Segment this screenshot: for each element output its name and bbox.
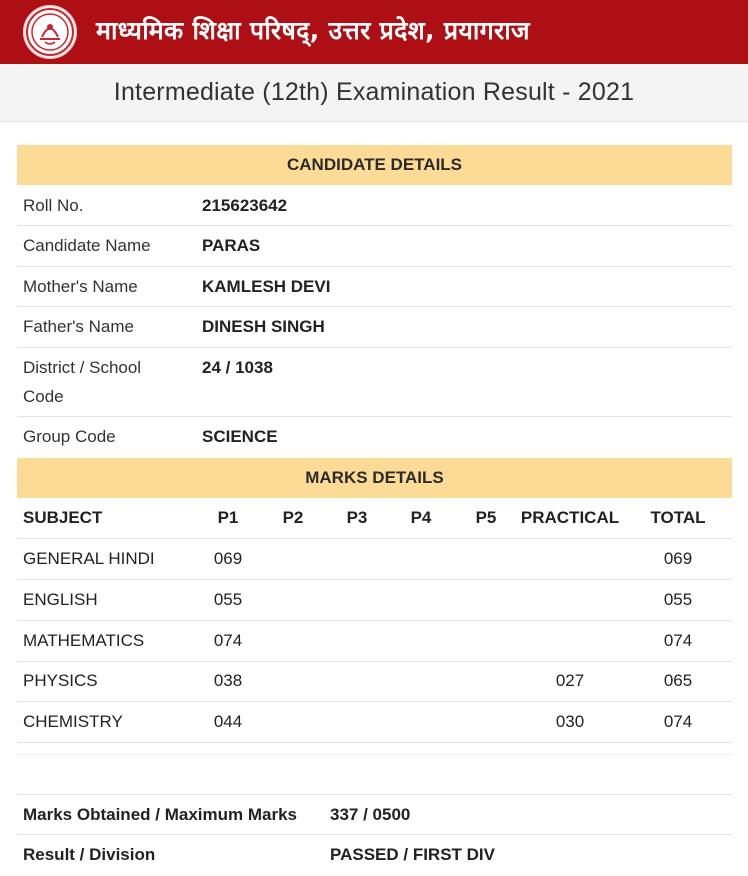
subject-cell: MATHEMATICS [23, 631, 145, 650]
table-spacer-row [17, 743, 732, 755]
col-subject-header: SUBJECT [23, 508, 103, 527]
practical-cell: 030 [555, 712, 585, 731]
candidate-name-value: PARAS [202, 236, 261, 255]
p4-cell [406, 539, 436, 579]
p3-cell [342, 621, 372, 661]
subject-cell: ENGLISH [23, 590, 98, 609]
p1-cell: 069 [213, 549, 243, 568]
candidate-details-heading: CANDIDATE DETAILS [17, 145, 732, 185]
father-name-value: DINESH SINGH [202, 317, 325, 336]
district-value: 24 / 1038 [202, 358, 273, 377]
col-p2-header: P2 [282, 508, 304, 527]
p5-cell [471, 702, 501, 742]
table-row [17, 539, 732, 580]
practical-cell [520, 621, 620, 661]
mother-name-row [17, 267, 732, 307]
p3-cell [342, 661, 372, 701]
p4-cell [406, 702, 436, 742]
district-label-line2: Code [23, 387, 64, 406]
practical-cell [520, 539, 620, 579]
col-p3-header: P3 [346, 508, 368, 527]
total-cell: 074 [663, 712, 693, 731]
p5-cell [471, 539, 501, 579]
result-division-label: Result / Division [23, 845, 156, 864]
group-code-row [17, 417, 732, 457]
p5-cell [471, 661, 501, 701]
subject-cell: CHEMISTRY [23, 712, 123, 731]
district-label-line1: District / School [23, 358, 142, 377]
p1-cell: 044 [213, 712, 243, 731]
roll-row [17, 186, 732, 226]
marks-obtained-label: Marks Obtained / Maximum Marks [23, 805, 297, 824]
mother-name-value: KAMLESH DEVI [202, 277, 331, 296]
marks-obtained-row [17, 794, 732, 835]
table-row [17, 621, 732, 662]
group-code-label: Group Code [23, 427, 116, 446]
table-row [17, 580, 732, 621]
p3-cell [342, 580, 372, 620]
subject-cell: GENERAL HINDI [23, 549, 155, 568]
total-cell: 055 [663, 590, 693, 609]
col-total-header: TOTAL [650, 508, 706, 527]
board-title: माध्यमिक शिक्षा परिषद्, उत्तर प्रदेश, प्रयागराज [96, 16, 530, 45]
p1-cell: 055 [213, 590, 243, 609]
table-row [17, 661, 732, 702]
p3-cell [342, 539, 372, 579]
father-name-row [17, 307, 732, 348]
practical-cell: 027 [555, 671, 585, 690]
col-p4-header: P4 [410, 508, 432, 527]
total-cell: 065 [663, 671, 693, 690]
candidate-name-label: Candidate Name [23, 236, 151, 255]
p2-cell [278, 661, 308, 701]
practical-cell [520, 580, 620, 620]
total-cell: 074 [663, 631, 693, 650]
upmsp-logo-icon [23, 5, 77, 59]
subject-cell: PHYSICS [23, 671, 98, 690]
group-code-value: SCIENCE [202, 427, 278, 446]
result-division-row [17, 835, 732, 876]
table-row [17, 702, 732, 743]
p4-cell [406, 661, 436, 701]
site-header [0, 0, 748, 64]
roll-label: Roll No. [23, 196, 84, 215]
p2-cell [278, 580, 308, 620]
p3-cell [342, 702, 372, 742]
col-p5-header: P5 [475, 508, 497, 527]
total-cell: 069 [663, 549, 693, 568]
p2-cell [278, 539, 308, 579]
exam-title-bar [0, 64, 748, 122]
p4-cell [406, 580, 436, 620]
col-practical-header: PRACTICAL [520, 508, 620, 527]
mother-name-label: Mother's Name [23, 277, 138, 296]
p5-cell [471, 621, 501, 661]
p2-cell [278, 702, 308, 742]
col-p1-header: P1 [217, 508, 239, 527]
marks-header-row [17, 498, 732, 539]
p5-cell [471, 580, 501, 620]
marks-details-heading: MARKS DETAILS [17, 458, 732, 498]
p2-cell [278, 621, 308, 661]
father-name-label: Father's Name [23, 317, 134, 336]
district-school-row [17, 348, 732, 417]
p4-cell [406, 621, 436, 661]
p1-cell: 074 [213, 631, 243, 650]
roll-value: 215623642 [202, 196, 288, 215]
exam-title: Intermediate (12th) Examination Result - 2021 [113, 78, 635, 106]
result-division-value: PASSED / FIRST DIV [330, 845, 495, 864]
p1-cell: 038 [213, 671, 243, 690]
marks-obtained-value: 337 / 0500 [330, 805, 411, 824]
candidate-name-row [17, 226, 732, 267]
